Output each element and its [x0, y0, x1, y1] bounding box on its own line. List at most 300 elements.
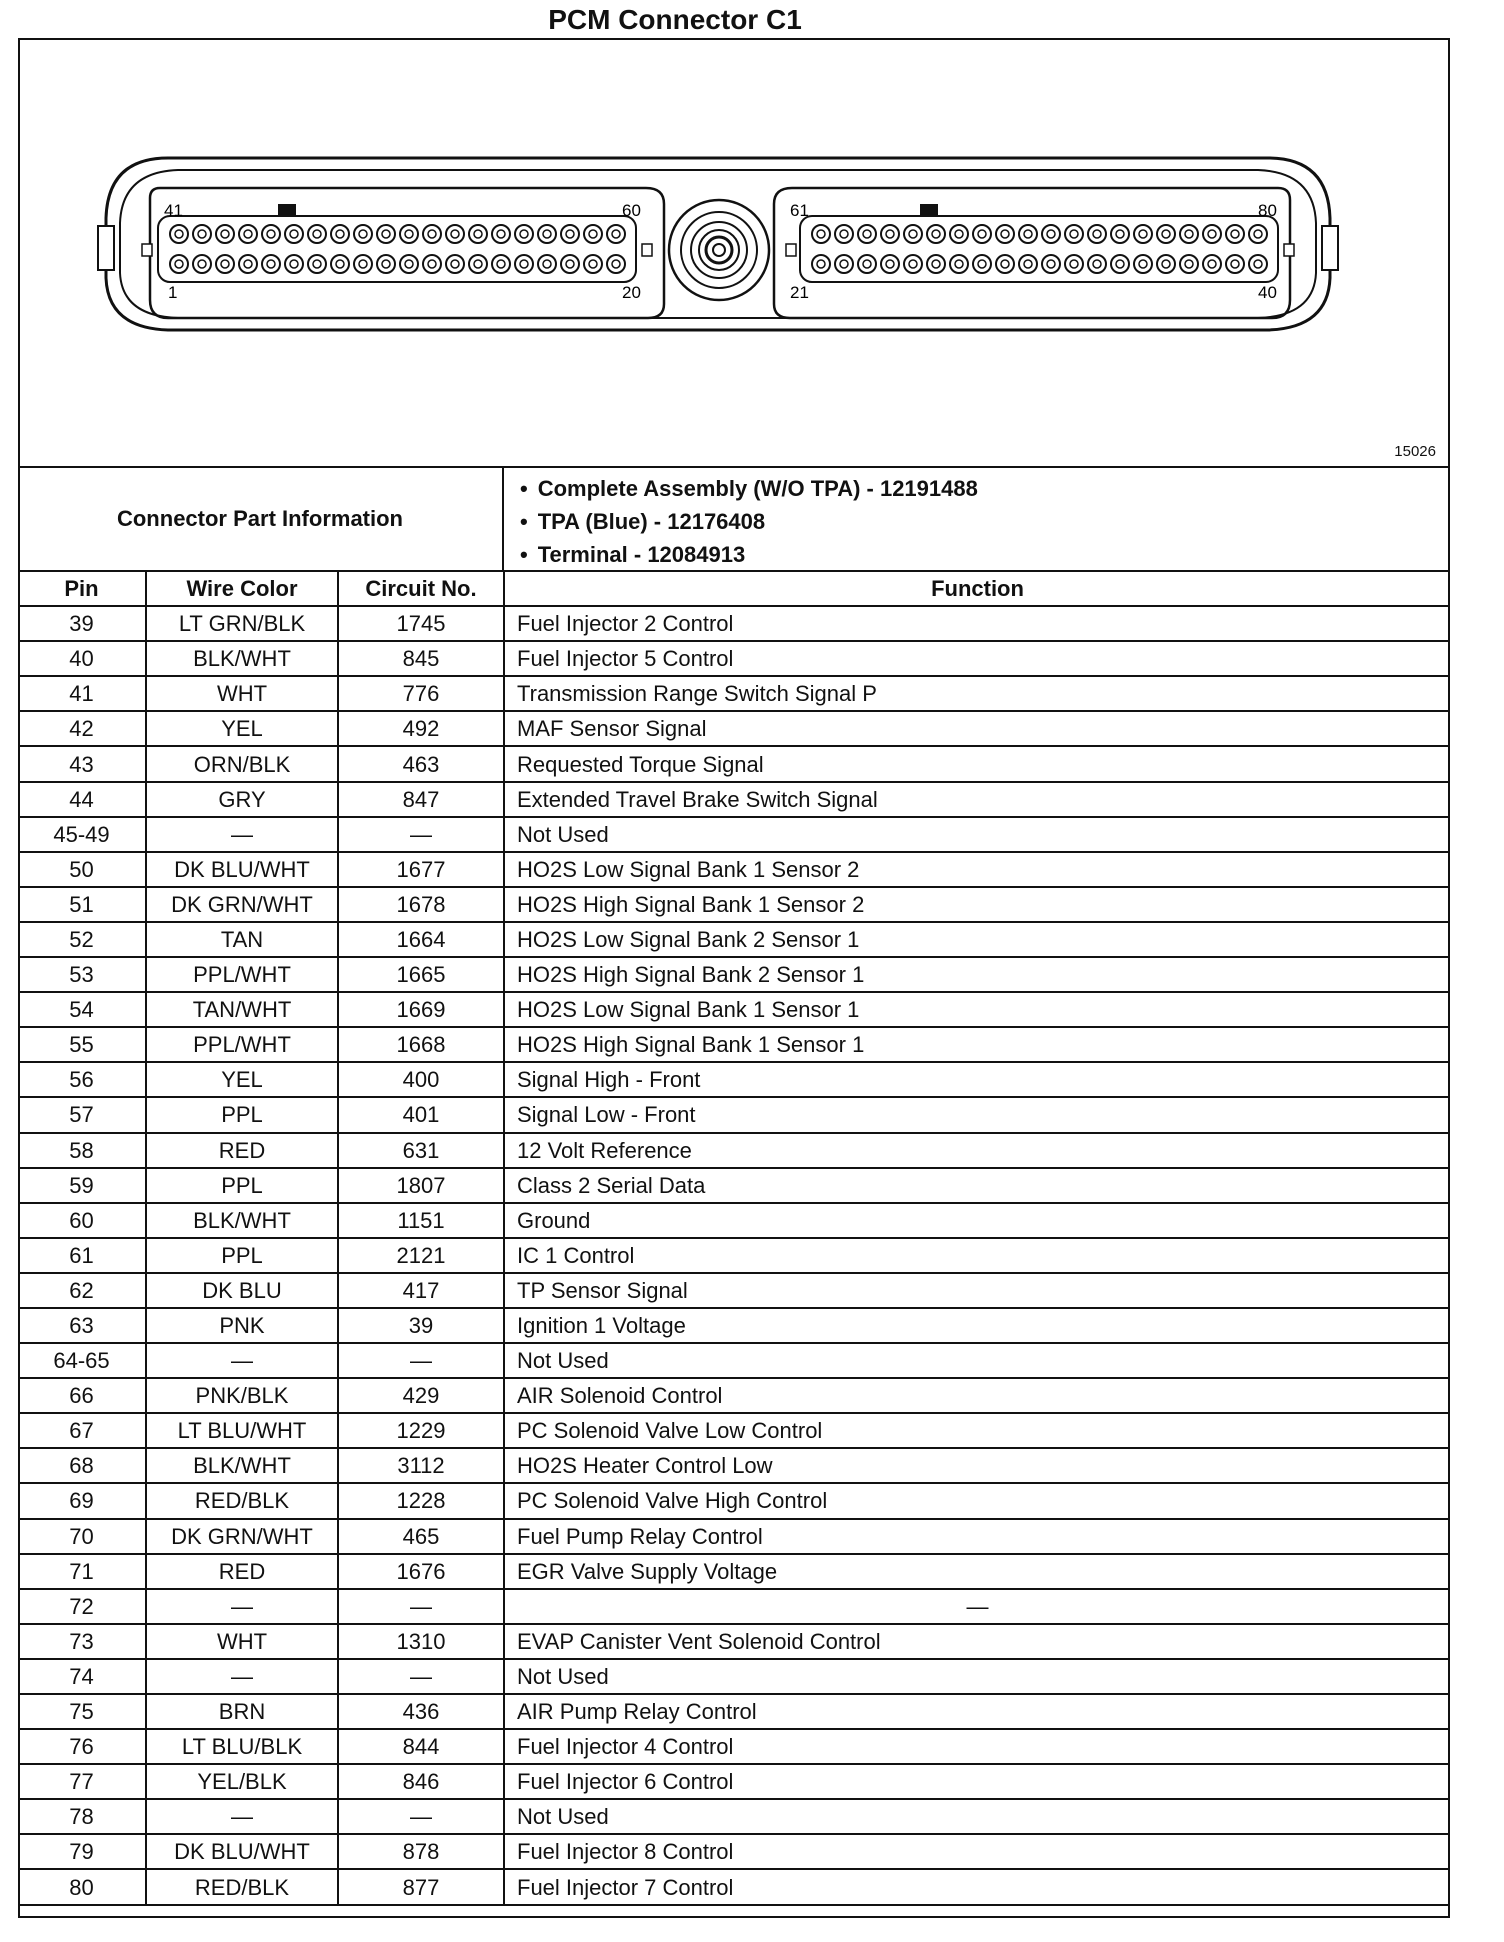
pin-cell: 63 [18, 1308, 146, 1343]
pin-hole [561, 255, 579, 273]
pin-label: 1 [168, 283, 178, 302]
circuit-cell: 631 [338, 1133, 504, 1168]
circuit-cell: 39 [338, 1308, 504, 1343]
function-cell: Fuel Injector 7 Control [504, 1869, 1450, 1904]
header-function: Function [504, 572, 1450, 606]
pin-hole [1065, 255, 1083, 273]
circuit-cell: 463 [338, 746, 504, 781]
wire-color-cell: YEL/BLK [146, 1764, 338, 1799]
pin-hole [469, 255, 487, 273]
pin-cell: 66 [18, 1378, 146, 1413]
function-cell: Extended Travel Brake Switch Signal [504, 782, 1450, 817]
pin-cell: 80 [18, 1869, 146, 1904]
pin-hole-inner [405, 230, 413, 238]
pin-hole [973, 255, 991, 273]
function-cell: HO2S High Signal Bank 2 Sensor 1 [504, 957, 1450, 992]
pin-hole [858, 255, 876, 273]
info-item: • TPA (Blue) - 12176408 [514, 505, 978, 538]
pin-cell: 53 [18, 957, 146, 992]
pin-hole-inner [1254, 230, 1262, 238]
wire-color-cell: WHT [146, 676, 338, 711]
function-cell: Class 2 Serial Data [504, 1168, 1450, 1203]
pin-hole-inner [1185, 260, 1193, 268]
pin-hole [1042, 225, 1060, 243]
circuit-cell: 877 [338, 1869, 504, 1904]
pin-label: 80 [1258, 201, 1277, 220]
function-cell: HO2S Low Signal Bank 1 Sensor 2 [504, 852, 1450, 887]
header-wire-color: Wire Color [146, 572, 338, 606]
table-row [18, 1238, 1450, 1273]
pin-hole-inner [932, 260, 940, 268]
pin-cell: 43 [18, 746, 146, 781]
pin-hole-inner [840, 230, 848, 238]
wire-color-cell: DK GRN/WHT [146, 887, 338, 922]
pin-hole [492, 225, 510, 243]
pin-hole-inner [612, 260, 620, 268]
function-cell: Not Used [504, 1659, 1450, 1694]
pin-hole [1203, 225, 1221, 243]
function-cell: HO2S High Signal Bank 1 Sensor 2 [504, 887, 1450, 922]
pin-hole-inner [1070, 230, 1078, 238]
circuit-cell: — [338, 1799, 504, 1834]
table-row [18, 1554, 1450, 1589]
pin-hole [584, 225, 602, 243]
pin-cell: 68 [18, 1448, 146, 1483]
pin-hole [469, 225, 487, 243]
pin-hole [193, 225, 211, 243]
connector-info-list [514, 472, 978, 571]
pin-hole-inner [267, 230, 275, 238]
pin-hole-inner [336, 260, 344, 268]
pin-hole [446, 255, 464, 273]
pin-hole-inner [1093, 230, 1101, 238]
pin-hole-inner [863, 230, 871, 238]
pin-hole-inner [840, 260, 848, 268]
pin-hole-inner [955, 260, 963, 268]
pin-hole [308, 255, 326, 273]
pin-label: 60 [622, 201, 641, 220]
pin-hole [904, 225, 922, 243]
circuit-cell: 1745 [338, 606, 504, 641]
wire-color-cell: TAN/WHT [146, 992, 338, 1027]
circuit-cell: 3112 [338, 1448, 504, 1483]
table-row [18, 1027, 1450, 1062]
table-row [18, 1133, 1450, 1168]
wire-color-cell: — [146, 1799, 338, 1834]
table-row [18, 1694, 1450, 1729]
pin-hole [973, 225, 991, 243]
table-row [18, 746, 1450, 781]
pin-hole-inner [520, 230, 528, 238]
wire-color-cell: BRN [146, 1694, 338, 1729]
pin-hole [354, 225, 372, 243]
pin-hole-inner [1001, 260, 1009, 268]
circuit-cell: 844 [338, 1729, 504, 1764]
pin-hole [561, 225, 579, 243]
wire-color-cell: ORN/BLK [146, 746, 338, 781]
circuit-cell: — [338, 817, 504, 852]
circuit-cell: 1807 [338, 1168, 504, 1203]
pin-hole-inner [221, 260, 229, 268]
pin-cell: 54 [18, 992, 146, 1027]
pin-hole-inner [817, 230, 825, 238]
function-cell: EGR Valve Supply Voltage [504, 1554, 1450, 1589]
pin-hole [812, 225, 830, 243]
pin-hole-inner [428, 260, 436, 268]
pin-hole-inner [382, 260, 390, 268]
pin-hole [950, 255, 968, 273]
circuit-cell: 846 [338, 1764, 504, 1799]
circuit-cell: 776 [338, 676, 504, 711]
pin-hole-inner [382, 230, 390, 238]
pin-hole [1134, 255, 1152, 273]
function-cell: Not Used [504, 817, 1450, 852]
pin-hole-inner [497, 260, 505, 268]
pin-cell: 60 [18, 1203, 146, 1238]
wire-color-cell: GRY [146, 782, 338, 817]
pin-hole [812, 255, 830, 273]
wire-color-cell: PPL [146, 1238, 338, 1273]
pin-cell: 59 [18, 1168, 146, 1203]
table-row [18, 992, 1450, 1027]
pin-hole-inner [1254, 260, 1262, 268]
pin-hole-inner [474, 230, 482, 238]
pin-hole-inner [1162, 230, 1170, 238]
function-cell: Fuel Injector 4 Control [504, 1729, 1450, 1764]
circuit-cell: 1665 [338, 957, 504, 992]
wire-color-cell: — [146, 1343, 338, 1378]
pin-hole-inner [543, 230, 551, 238]
pin-hole-inner [290, 230, 298, 238]
table-row [18, 957, 1450, 992]
pin-hole [331, 225, 349, 243]
table-row [18, 1308, 1450, 1343]
pin-hole [1226, 225, 1244, 243]
pin-hole-inner [543, 260, 551, 268]
pin-hole-inner [359, 230, 367, 238]
function-cell: IC 1 Control [504, 1238, 1450, 1273]
table-row [18, 1448, 1450, 1483]
pin-hole-inner [978, 260, 986, 268]
table-row [18, 1624, 1450, 1659]
function-cell: Fuel Injector 2 Control [504, 606, 1450, 641]
pin-hole-inner [612, 230, 620, 238]
center-bolt-icon [669, 200, 769, 300]
pin-hole-inner [359, 260, 367, 268]
function-cell: Fuel Injector 8 Control [504, 1834, 1450, 1869]
table-row [18, 676, 1450, 711]
wire-color-cell: DK BLU/WHT [146, 852, 338, 887]
pin-hole [377, 225, 395, 243]
pin-hole [996, 225, 1014, 243]
table-row [18, 1764, 1450, 1799]
pin-cell: 67 [18, 1413, 146, 1448]
pin-label: 61 [790, 201, 809, 220]
table-row [18, 1483, 1450, 1518]
info-item: • Terminal - 12084913 [514, 538, 978, 571]
pin-hole-inner [451, 230, 459, 238]
pin-cell: 58 [18, 1133, 146, 1168]
pin-cell: 45-49 [18, 817, 146, 852]
pin-hole [262, 255, 280, 273]
wire-color-cell: DK BLU [146, 1273, 338, 1308]
pin-label: 21 [790, 283, 809, 302]
pin-hole [607, 225, 625, 243]
pin-hole-inner [1231, 260, 1239, 268]
wire-color-cell: PPL [146, 1097, 338, 1132]
wire-color-cell: RED [146, 1554, 338, 1589]
pin-hole-inner [886, 260, 894, 268]
wire-color-cell: PPL/WHT [146, 957, 338, 992]
wire-color-cell: LT BLU/WHT [146, 1413, 338, 1448]
circuit-cell: 1310 [338, 1624, 504, 1659]
table-row [18, 1203, 1450, 1238]
pin-holes [170, 225, 1267, 273]
table-row [18, 1519, 1450, 1554]
function-cell: Transmission Range Switch Signal P [504, 676, 1450, 711]
circuit-cell: — [338, 1343, 504, 1378]
pin-hole-inner [817, 260, 825, 268]
table-row [18, 1589, 1450, 1624]
function-cell: AIR Solenoid Control [504, 1378, 1450, 1413]
pin-hole [1042, 255, 1060, 273]
table-row [18, 782, 1450, 817]
pin-hole [1065, 225, 1083, 243]
pin-hole [1180, 255, 1198, 273]
pin-hole [515, 255, 533, 273]
pin-cell: 61 [18, 1238, 146, 1273]
pin-hole [607, 255, 625, 273]
pin-hole [423, 225, 441, 243]
pin-hole [1134, 225, 1152, 243]
function-cell: Fuel Pump Relay Control [504, 1519, 1450, 1554]
pin-hole [950, 225, 968, 243]
wire-color-cell: BLK/WHT [146, 1203, 338, 1238]
pin-hole-inner [405, 260, 413, 268]
wire-color-cell: RED/BLK [146, 1483, 338, 1518]
table-row [18, 1413, 1450, 1448]
pin-cell: 57 [18, 1097, 146, 1132]
table-row [18, 641, 1450, 676]
table-header-row [18, 572, 1450, 606]
pin-hole-inner [336, 230, 344, 238]
pin-label: 20 [622, 283, 641, 302]
wire-color-cell: LT BLU/BLK [146, 1729, 338, 1764]
pin-hole [331, 255, 349, 273]
header-circuit: Circuit No. [338, 572, 504, 606]
wire-color-cell: DK GRN/WHT [146, 1519, 338, 1554]
wire-color-cell: LT GRN/BLK [146, 606, 338, 641]
function-cell: Ignition 1 Voltage [504, 1308, 1450, 1343]
pin-hole-inner [1024, 230, 1032, 238]
pin-hole-inner [1093, 260, 1101, 268]
table-row [18, 1659, 1450, 1694]
circuit-cell: 429 [338, 1378, 504, 1413]
pin-hole [1019, 255, 1037, 273]
pin-hole [1088, 255, 1106, 273]
pin-hole-inner [1024, 260, 1032, 268]
pin-hole [170, 225, 188, 243]
pin-hole-inner [1208, 260, 1216, 268]
circuit-cell: 1229 [338, 1413, 504, 1448]
pin-hole [400, 225, 418, 243]
pin-cell: 72 [18, 1589, 146, 1624]
table-row [18, 1097, 1450, 1132]
pin-cell: 73 [18, 1624, 146, 1659]
pin-hole-inner [474, 260, 482, 268]
function-cell: PC Solenoid Valve High Control [504, 1483, 1450, 1518]
pin-hole [1157, 225, 1175, 243]
pin-cell: 75 [18, 1694, 146, 1729]
pin-cell: 78 [18, 1799, 146, 1834]
pin-hole [1249, 255, 1267, 273]
pin-table [18, 572, 1450, 1906]
wire-color-cell: PPL/WHT [146, 1027, 338, 1062]
pin-hole-inner [1185, 230, 1193, 238]
wire-color-cell: WHT [146, 1624, 338, 1659]
pin-cell: 64-65 [18, 1343, 146, 1378]
pin-cell: 76 [18, 1729, 146, 1764]
pin-cell: 74 [18, 1659, 146, 1694]
pin-cell: 50 [18, 852, 146, 887]
circuit-cell: 1677 [338, 852, 504, 887]
pin-hole-inner [290, 260, 298, 268]
pin-hole-inner [1070, 260, 1078, 268]
pin-hole-inner [244, 230, 252, 238]
wire-color-cell: — [146, 817, 338, 852]
pin-hole-inner [451, 260, 459, 268]
function-cell: AIR Pump Relay Control [504, 1694, 1450, 1729]
pin-hole [1203, 255, 1221, 273]
table-row [18, 1834, 1450, 1869]
function-cell: TP Sensor Signal [504, 1273, 1450, 1308]
pin-hole-inner [1139, 230, 1147, 238]
connector-diagram [18, 38, 1450, 468]
function-cell: — [504, 1589, 1450, 1624]
pin-hole [835, 225, 853, 243]
pin-hole [996, 255, 1014, 273]
pin-hole [881, 255, 899, 273]
circuit-cell: 847 [338, 782, 504, 817]
pin-hole [492, 255, 510, 273]
pin-hole-inner [175, 260, 183, 268]
pin-hole-inner [1231, 230, 1239, 238]
pin-cell: 42 [18, 711, 146, 746]
pin-cell: 62 [18, 1273, 146, 1308]
pin-hole-inner [589, 230, 597, 238]
pin-hole [262, 225, 280, 243]
pin-hole [1157, 255, 1175, 273]
figure-number: 15026 [1394, 443, 1436, 460]
function-cell: Not Used [504, 1799, 1450, 1834]
pin-hole [1249, 225, 1267, 243]
function-cell: Fuel Injector 6 Control [504, 1764, 1450, 1799]
pin-hole [423, 255, 441, 273]
wire-color-cell: YEL [146, 711, 338, 746]
circuit-cell: 878 [338, 1834, 504, 1869]
header-pin: Pin [18, 572, 146, 606]
circuit-cell: 1678 [338, 887, 504, 922]
table-row [18, 711, 1450, 746]
pin-hole-inner [198, 230, 206, 238]
pin-hole [354, 255, 372, 273]
pin-hole [285, 255, 303, 273]
pin-hole-inner [566, 230, 574, 238]
pin-hole-inner [1139, 260, 1147, 268]
circuit-cell: 417 [338, 1273, 504, 1308]
pin-hole [1180, 225, 1198, 243]
pin-hole-inner [1162, 260, 1170, 268]
function-cell: HO2S High Signal Bank 1 Sensor 1 [504, 1027, 1450, 1062]
wire-color-cell: PNK/BLK [146, 1378, 338, 1413]
table-row [18, 922, 1450, 957]
wire-color-cell: — [146, 1589, 338, 1624]
pin-cell: 79 [18, 1834, 146, 1869]
pin-hole [584, 255, 602, 273]
function-cell: Fuel Injector 5 Control [504, 641, 1450, 676]
table-row [18, 1273, 1450, 1308]
table-row [18, 1869, 1450, 1904]
pin-hole-inner [1116, 230, 1124, 238]
function-cell: HO2S Heater Control Low [504, 1448, 1450, 1483]
circuit-cell: 492 [338, 711, 504, 746]
circuit-cell: 1228 [338, 1483, 504, 1518]
function-cell: Requested Torque Signal [504, 746, 1450, 781]
pin-label: 41 [164, 201, 183, 220]
pin-hole-inner [1047, 260, 1055, 268]
pin-cell: 55 [18, 1027, 146, 1062]
function-cell: Signal High - Front [504, 1062, 1450, 1097]
circuit-cell: 2121 [338, 1238, 504, 1273]
pin-hole-inner [313, 230, 321, 238]
function-cell: HO2S Low Signal Bank 2 Sensor 1 [504, 922, 1450, 957]
function-cell: Signal Low - Front [504, 1097, 1450, 1132]
table-row [18, 887, 1450, 922]
pin-cell: 44 [18, 782, 146, 817]
pin-hole [835, 255, 853, 273]
pin-hole-inner [909, 230, 917, 238]
pin-hole [308, 225, 326, 243]
pin-cell: 40 [18, 641, 146, 676]
pin-hole-inner [1001, 230, 1009, 238]
circuit-cell: 1668 [338, 1027, 504, 1062]
pin-hole-inner [566, 260, 574, 268]
pin-hole-inner [198, 260, 206, 268]
pin-hole-inner [1047, 230, 1055, 238]
pin-cell: 52 [18, 922, 146, 957]
circuit-cell: — [338, 1589, 504, 1624]
pin-cell: 71 [18, 1554, 146, 1589]
pin-label: 40 [1258, 283, 1277, 302]
circuit-cell: 401 [338, 1097, 504, 1132]
circuit-cell: 1676 [338, 1554, 504, 1589]
table-row [18, 1343, 1450, 1378]
wire-color-cell: RED [146, 1133, 338, 1168]
pin-hole [216, 255, 234, 273]
pin-hole [239, 225, 257, 243]
table-row [18, 1729, 1450, 1764]
pin-table-body [18, 606, 1450, 1904]
wire-color-cell: BLK/WHT [146, 1448, 338, 1483]
table-row [18, 606, 1450, 641]
wire-color-cell: PNK [146, 1308, 338, 1343]
table-row [18, 1062, 1450, 1097]
pin-hole-inner [520, 260, 528, 268]
pin-hole-inner [1208, 230, 1216, 238]
pin-hole [193, 255, 211, 273]
pin-hole [927, 255, 945, 273]
pin-hole [170, 255, 188, 273]
